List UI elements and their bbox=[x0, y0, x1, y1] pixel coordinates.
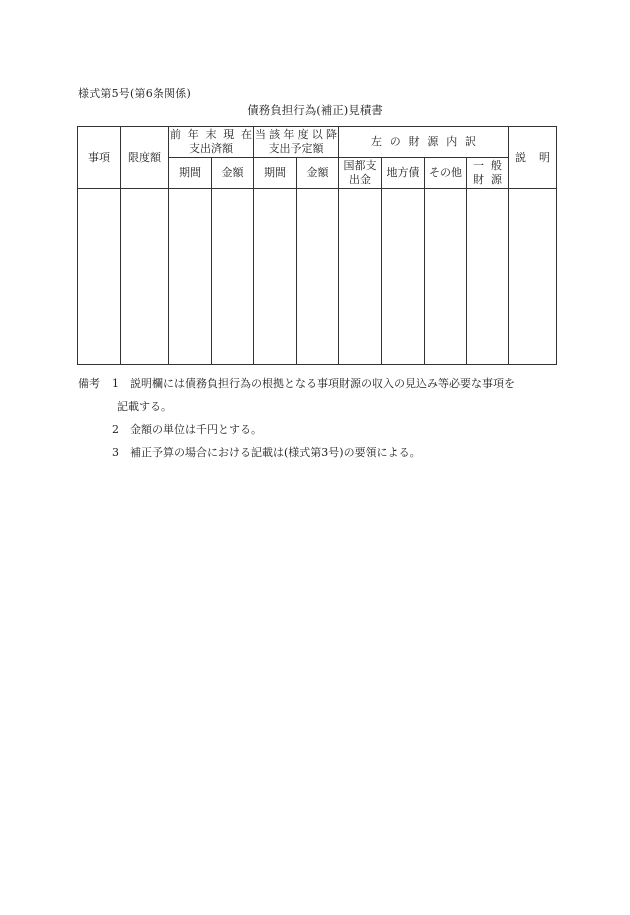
cell-amount-1 bbox=[212, 189, 254, 365]
header-current-year-planned bbox=[254, 127, 339, 158]
note-row-2 bbox=[78, 418, 568, 441]
cell-limit bbox=[121, 189, 169, 365]
sub-national-expenditure bbox=[339, 158, 382, 189]
header-prev-year-line1: 前年末現在 bbox=[170, 128, 252, 141]
note-text: 補正予算の場合における記載は(様式第3号)の要領による。 bbox=[130, 446, 421, 459]
sub-general-line2: 財源 bbox=[473, 173, 502, 186]
table-body-row bbox=[78, 189, 557, 365]
sub-national-line2: 出金 bbox=[349, 173, 371, 186]
cell-local-bond bbox=[382, 189, 425, 365]
note-text: 金額の単位は千円とする。 bbox=[130, 423, 262, 436]
note-text-continuation: 記載する。 bbox=[117, 400, 172, 413]
sub-amount-1: 金額 bbox=[212, 158, 254, 189]
cell-period-1 bbox=[169, 189, 212, 365]
header-explanation-label: 説明 bbox=[515, 150, 550, 164]
note-number: 3 bbox=[112, 446, 119, 459]
cell-national bbox=[339, 189, 382, 365]
cell-general bbox=[467, 189, 509, 365]
header-funding-breakdown bbox=[339, 127, 509, 158]
note-number: 1 bbox=[112, 377, 119, 390]
header-current-year-line2: 支出予定額 bbox=[268, 142, 324, 155]
sub-general-funds bbox=[467, 158, 509, 189]
header-limit: 限度額 bbox=[121, 127, 169, 189]
notes-label: 備考 bbox=[78, 377, 100, 390]
header-prev-year-spent bbox=[169, 127, 254, 158]
notes-section bbox=[78, 372, 568, 464]
note-text: 説明欄には債務負担行為の根拠となる事項財源の収入の見込み等必要な事項を bbox=[130, 377, 515, 390]
sub-general-line1: 一般 bbox=[473, 159, 502, 172]
sub-national-line1: 国都支 bbox=[343, 159, 377, 172]
estimate-table bbox=[77, 126, 557, 365]
header-current-year-line1: 当該年度以降 bbox=[255, 128, 337, 141]
header-prev-year-line2: 支出済額 bbox=[189, 142, 233, 155]
note-row-1-continued bbox=[78, 395, 568, 418]
form-number: 様式第5号(第6条関係) bbox=[78, 87, 191, 100]
sub-other: その他 bbox=[425, 158, 467, 189]
sub-amount-2: 金額 bbox=[297, 158, 339, 189]
cell-item bbox=[78, 189, 121, 365]
header-row-1 bbox=[78, 127, 557, 158]
header-item: 事項 bbox=[78, 127, 121, 189]
cell-other bbox=[425, 189, 467, 365]
cell-explanation bbox=[509, 189, 557, 365]
sub-local-bond: 地方債 bbox=[382, 158, 425, 189]
header-funding-breakdown-label: 左の財源内訳 bbox=[371, 135, 476, 148]
document-title: 債務負担行為(補正)見積書 bbox=[247, 103, 383, 117]
note-row-3 bbox=[78, 441, 568, 464]
header-explanation bbox=[509, 127, 557, 189]
note-row-1 bbox=[78, 372, 568, 395]
sub-period-2: 期間 bbox=[254, 158, 297, 189]
sub-period-1: 期間 bbox=[169, 158, 212, 189]
note-number: 2 bbox=[112, 423, 119, 436]
cell-period-2 bbox=[254, 189, 297, 365]
cell-amount-2 bbox=[297, 189, 339, 365]
